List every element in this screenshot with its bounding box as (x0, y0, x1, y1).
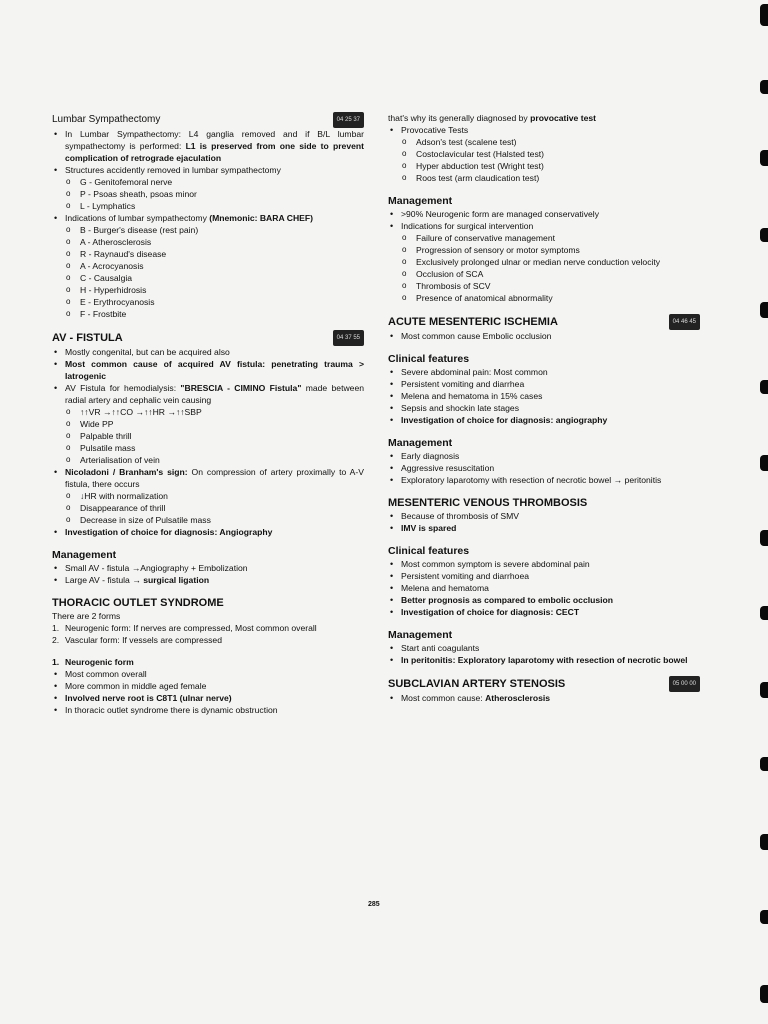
section-heading-ami-clinical: Clinical features (388, 353, 470, 365)
list-item: • Most common cause: Atherosclerosis (388, 692, 700, 704)
tos-continued-list (388, 112, 700, 184)
binding-mark (760, 4, 768, 26)
list-item: • Mostly congenital, but can be acquired also (52, 346, 364, 358)
list-item: o E - Erythrocyanosis (52, 296, 364, 308)
list-item: • Indications of lumbar sympathectomy (Mnemonic: BARA CHEF) (52, 212, 364, 224)
list-item: • Because of thrombosis of SMV (388, 510, 700, 522)
section-heading-tos: THORACIC OUTLET SYNDROME (52, 597, 224, 609)
section-heading-lumbar: Lumbar Sympathectomy 04 25 37 (52, 112, 364, 128)
list-item: • In Lumbar Sympathectomy: L4 ganglia removed and if B/L lumbar sympathectomy is performed: L1 is preserved from one side to prevent complication of retrograde ejaculation (52, 128, 364, 164)
binding-mark (760, 530, 768, 546)
list-item: • Investigation of choice for diagnosis: angiography (388, 414, 700, 426)
list-item: • Structures accidently removed in lumbar sympathectomy (52, 164, 364, 176)
list-item: • Severe abdominal pain: Most common (388, 366, 700, 378)
binding-mark (760, 150, 768, 166)
list-item: • Most common cause Embolic occlusion (388, 330, 700, 342)
list-item: o Decrease in size of Pulsatile mass (52, 514, 364, 526)
section-heading-av-fistula: AV - FISTULA 04 37 55 (52, 330, 364, 346)
list-item: o Hyper abduction test (Wright test) (388, 160, 700, 172)
list-item: 1. Neurogenic form: If nerves are compressed, Most common overall (52, 623, 317, 633)
list-item: • >90% Neurogenic form are managed conservatively (388, 208, 700, 220)
tos-management-list (388, 208, 700, 304)
list-item: o C - Causalgia (52, 272, 364, 284)
list-item: o Palpable thrill (52, 430, 364, 442)
timestamp-badge: 04 25 37 (333, 112, 364, 128)
list-item: • Most common overall (52, 668, 364, 680)
binding-mark (760, 455, 768, 471)
section-heading-av-management: Management (52, 549, 117, 561)
section-heading-mvt: MESENTERIC VENOUS THROMBOSIS (388, 497, 588, 509)
binding-mark (760, 682, 768, 698)
list-item: • More common in middle aged female (52, 680, 364, 692)
list-item: o ↓HR with normalization (52, 490, 364, 502)
list-item: • Indications for surgical intervention (388, 220, 700, 232)
list-item: • Aggressive resuscitation (388, 462, 700, 474)
tos-intro: There are 2 forms (52, 611, 121, 621)
binding-mark (760, 302, 768, 318)
list-item: o Thrombosis of SCV (388, 280, 700, 292)
list-item: • Provocative Tests (388, 124, 700, 136)
list-item: o Adson's test (scalene test) (388, 136, 700, 148)
list-item: • AV Fistula for hemodialysis: "BRESCIA - CIMINO Fistula" made between radial artery and cephalic vein causing (52, 382, 364, 406)
list-item: 2. Vascular form: If vessels are compressed (52, 635, 222, 645)
list-item: • Involved nerve root is C8T1 (ulnar nerve) (52, 692, 364, 704)
list-item: • In peritonitis: Exploratory laparotomy with resection of necrotic bowel (388, 654, 700, 666)
lumbar-list (52, 128, 364, 320)
list-item: o B - Burger's disease (rest pain) (52, 224, 364, 236)
tos-neuro-list (52, 668, 364, 716)
av-management-list (52, 562, 364, 586)
section-heading-sas: SUBCLAVIAN ARTERY STENOSIS 05 00 00 (388, 676, 700, 692)
list-item: • Investigation of choice for diagnosis: CECT (388, 606, 700, 618)
timestamp-badge: 04 46 45 (669, 314, 700, 330)
binding-mark (760, 80, 768, 94)
list-item: o A - Atherosclerosis (52, 236, 364, 248)
list-item: • Melena and hematoma in 15% cases (388, 390, 700, 402)
list-item: o ↑↑VR →↑↑CO →↑↑HR →↑↑SBP (52, 406, 364, 418)
sas-list (388, 692, 700, 704)
list-item: o Occlusion of SCA (388, 268, 700, 280)
list-item: • IMV is spared (388, 522, 700, 534)
list-item: o L - Lymphatics (52, 200, 364, 212)
list-item: o Progression of sensory or motor symptoms (388, 244, 700, 256)
section-heading-ami: ACUTE MESENTERIC ISCHEMIA 04 46 45 (388, 314, 700, 330)
list-item: o Pulsatile mass (52, 442, 364, 454)
mvt-management-list (388, 642, 700, 666)
list-item: • Exploratory laparotomy with resection of necrotic bowel → peritonitis (388, 474, 700, 486)
list-item: • Persistent vomiting and diarrhoea (388, 570, 700, 582)
tos-neuro-title (52, 656, 364, 668)
mvt-list (388, 510, 700, 534)
list-item: o G - Genitofemoral nerve (52, 176, 364, 188)
ami-list (388, 330, 700, 342)
page-number: 285 (368, 901, 380, 908)
list-item: • Small AV - fistula →Angiography + Embolization (52, 562, 364, 574)
binding-mark (760, 757, 768, 771)
binding-mark (760, 228, 768, 242)
ami-management-list (388, 450, 700, 486)
section-heading-tos-management: Management (388, 195, 453, 207)
list-item: o F - Frostbite (52, 308, 364, 320)
list-item: • Most common symptom is severe abdominal pain (388, 558, 700, 570)
list-item: o R - Raynaud's disease (52, 248, 364, 260)
binding-mark (760, 910, 768, 924)
list-item: • Most common cause of acquired AV fistula: penetrating trauma > Iatrogenic (52, 358, 364, 382)
list-item: o P - Psoas sheath, psoas minor (52, 188, 364, 200)
binding-mark (760, 380, 768, 394)
list-item: o Costoclavicular test (Halsted test) (388, 148, 700, 160)
binding-mark (760, 606, 768, 620)
list-item: o Wide PP (52, 418, 364, 430)
section-heading-mvt-clinical: Clinical features (388, 545, 470, 557)
list-item: o Exclusively prolonged ulnar or median nerve conduction velocity (388, 256, 700, 268)
av-fistula-list (52, 346, 364, 538)
list-item: • Early diagnosis (388, 450, 700, 462)
list-item: • In thoracic outlet syndrome there is dynamic obstruction (52, 704, 364, 716)
binding-mark (760, 985, 768, 1003)
list-item: that's why its generally diagnosed by provocative test (388, 113, 597, 123)
list-item: o Presence of anatomical abnormality (388, 292, 700, 304)
list-item: • Nicoladoni / Branham's sign: On compression of artery proximally to A-V fistula, there occurs (52, 466, 364, 490)
tos-forms-list (52, 622, 364, 646)
list-item: • Sepsis and shockin late stages (388, 402, 700, 414)
section-heading-mvt-management: Management (388, 629, 453, 641)
list-item: o Disappearance of thrill (52, 502, 364, 514)
list-item: o H - Hyperhidrosis (52, 284, 364, 296)
list-item: o Roos test (arm claudication test) (388, 172, 700, 184)
list-item: • Start anti coagulants (388, 642, 700, 654)
list-item: • Investigation of choice for diagnosis: Angiography (52, 526, 364, 538)
mvt-clinical-list (388, 558, 700, 618)
list-item: • Melena and hematoma (388, 582, 700, 594)
section-heading-ami-management: Management (388, 437, 453, 449)
list-item: o A - Acrocyanosis (52, 260, 364, 272)
list-item: • Better prognosis as compared to embolic occlusion (388, 594, 700, 606)
ami-clinical-list (388, 366, 700, 426)
list-item: • Persistent vomiting and diarrhea (388, 378, 700, 390)
left-column (52, 112, 364, 716)
right-column (388, 112, 700, 704)
timestamp-badge: 05 00 00 (669, 676, 700, 692)
list-item: • Large AV - fistula → surgical ligation (52, 574, 364, 586)
list-item: o Arterialisation of vein (52, 454, 364, 466)
list-item: 1. Neurogenic form (52, 657, 134, 667)
timestamp-badge: 04 37 55 (333, 330, 364, 346)
binding-mark (760, 834, 768, 850)
list-item: o Failure of conservative management (388, 232, 700, 244)
